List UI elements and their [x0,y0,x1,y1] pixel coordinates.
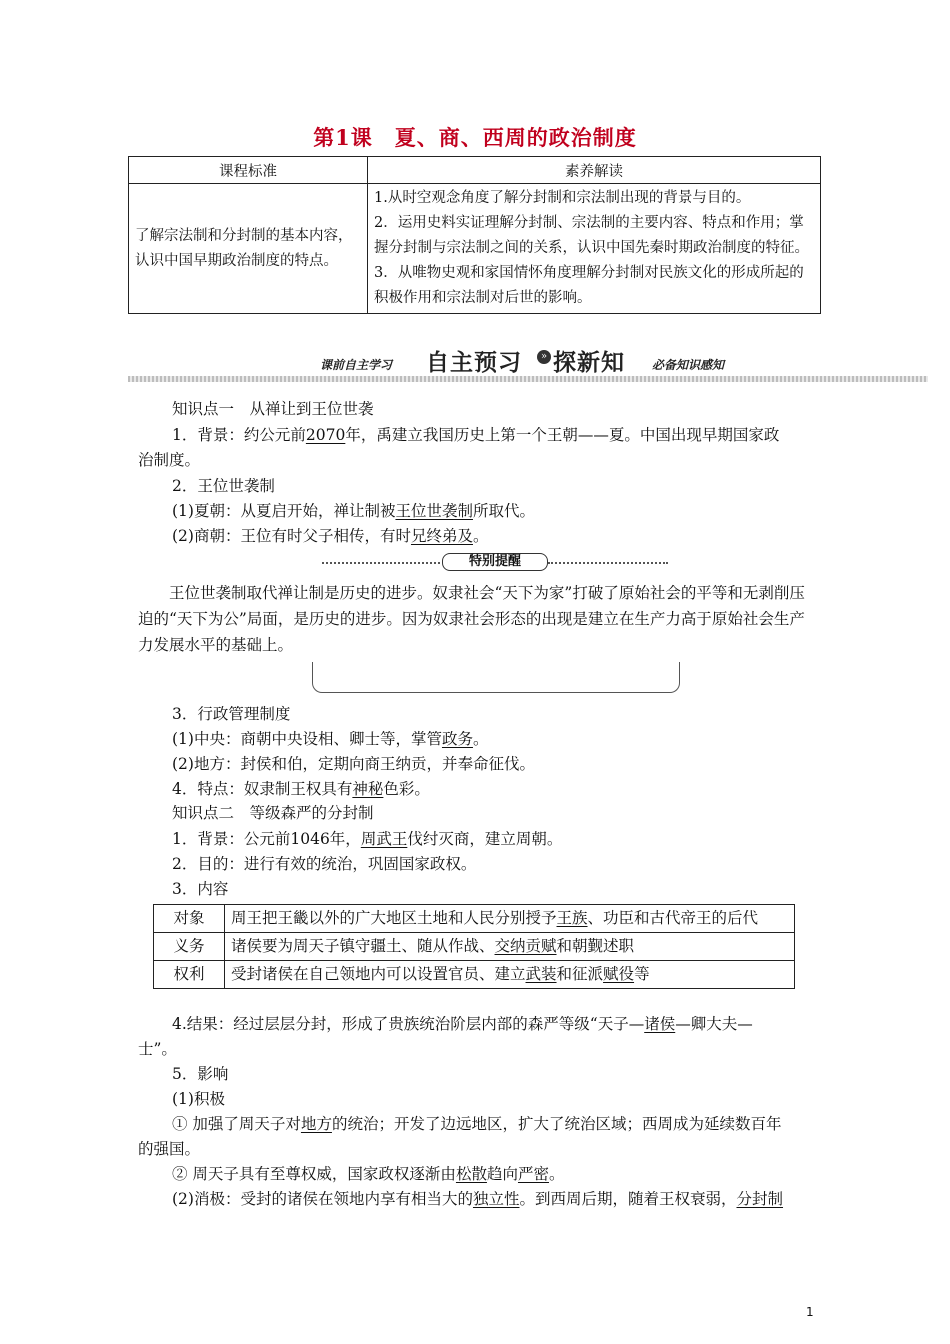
text-span: 诸侯要为周天子镇守疆土、随从作战、 [231,937,495,955]
text-span: 受封诸侯在自己领地内可以设置官员、建立 [231,965,526,983]
text-line: 2．王位世袭制 [172,477,275,495]
text-span: 1．背景：约公元前 [172,426,306,444]
text-line [172,778,430,800]
dotted-divider [322,562,440,564]
page-number: 1 [806,1305,814,1319]
text-span: (1)中央：商朝中央设相、卿士等，掌管 [172,730,442,748]
text-line: 2．目的：进行有效的统治，巩固国家政权。 [172,855,477,873]
standards-left-cell: 了解宗法制和分封制的基本内容，认识中国早期政治制度的特点。 [129,184,368,314]
text-line: (1)积极 [172,1090,225,1108]
table-row [154,933,795,961]
underlined-term: 赋役 [603,965,635,983]
underlined-term: 松散 [455,1165,487,1183]
text-span: 。 [548,1165,565,1183]
arrow-icon: » [537,350,551,364]
underlined-term: 武装 [525,965,557,983]
underlined-term: 严密 [517,1165,549,1183]
text-span: 和朝觐述职 [556,937,635,955]
standards-point: 1.从时空观念角度了解分封制和宗法制出现的背景与目的。 [374,190,751,206]
standards-point: 3．从唯物史观和家国情怀角度理解分封制对民族文化的形成所起的积极作用和宗法制对后世的影响。 [374,265,804,306]
text-line [172,728,489,750]
text-span: 、功臣和古代帝王的后代 [587,909,759,927]
underlined-term: 独立性 [472,1190,520,1208]
text-line: 3．行政管理制度 [172,705,291,723]
standards-table [128,156,821,314]
text-line: 的强国。 [138,1140,201,1158]
tip-paragraph: 王位世袭制取代禅让制是历史的进步。奴隶社会“天下为家”打破了原始社会的平等和无剥削压迫的“天下为公”局面，是历史的进步。因为奴隶社会形态的出现是建立在生产力高于原始社会生产力发展水平的基础上。 [138,584,805,654]
text-span: 年，禹建立我国历史上第一个王朝——夏。中国出现早期国家政 [345,426,780,444]
text-line: 5．影响 [172,1065,229,1083]
text-span: (2)消极：受封的诸侯在领地内享有相当大的 [172,1190,473,1208]
text-span: 1．背景：公元前1046年， [172,830,361,848]
text-span: 。 [472,527,489,545]
section-heading: 知识点一 从禅让到王位世袭 [172,400,374,418]
row-key: 权利 [154,961,225,989]
banner-left-subtitle: 课前自主学习 [320,358,393,372]
tip-label: 特别提醒 [442,553,548,571]
row-value [225,905,795,933]
text-span: ② 周天子具有至尊权威，国家政权逐渐由 [172,1165,456,1183]
underlined-term: 神秘 [352,780,384,798]
table-row [154,961,795,989]
text-span: 。 [472,730,489,748]
banner-rule [128,376,928,382]
text-span: 。到西周后期，随着王权衰弱， [519,1190,737,1208]
underlined-term: 交纳贡赋 [494,937,557,955]
underlined-term: 政务 [441,730,473,748]
text-line: 治制度。 [138,451,201,469]
underlined-term: 王族 [556,909,588,927]
text-line [172,1188,783,1210]
text-span: (1)夏朝：从夏启开始，禅让制被 [172,502,396,520]
underlined-term: 王位世袭制 [395,502,473,520]
text-span: 趋向 [486,1165,518,1183]
section-banner [128,340,928,384]
standards-point: 2．运用史料实证理解分封制、宗法制的主要内容、特点和作用；掌握分封制与宗法制之间的关系，认识中国先秦时期政治制度的特征。 [374,215,809,256]
text-line [172,424,779,446]
row-key: 对象 [154,905,225,933]
text-span: 所取代。 [472,502,535,520]
text-span: 等 [634,965,650,983]
text-span: 和征派 [556,965,604,983]
row-value [225,933,795,961]
text-span: 伐纣灭商，建立周朝。 [407,830,563,848]
row-value [225,961,795,989]
text-line [172,828,562,850]
banner-title-part1: 自主预习 [426,350,522,376]
standards-header-left: 课程标准 [129,157,368,184]
text-line [172,1113,781,1135]
tip-box-top [312,555,678,571]
lesson-title: 第1课 夏、商、西周的政治制度 [313,125,637,150]
content-table [153,904,795,989]
underlined-term: 分封制 [736,1190,784,1208]
banner-title-part2: 探新知 [553,350,625,376]
tip-box-bottom [312,662,680,693]
underlined-term: 地方 [300,1115,332,1133]
text-span: 4.结果：经过层层分封，形成了贵族统治阶层内部的森严等级“天子— [172,1015,645,1033]
underlined-term: 兄终弟及 [410,527,473,545]
text-line [172,1163,565,1185]
text-line: 士”。 [138,1040,177,1058]
text-span: 周王把王畿以外的广大地区土地和人民分别授予 [231,909,557,927]
dotted-divider [548,562,668,564]
standards-right-cell [368,184,821,314]
row-key: 义务 [154,933,225,961]
text-span: —卿大夫— [675,1015,753,1033]
text-line [172,1013,753,1035]
text-span: 4．特点：奴隶制王权具有 [172,780,353,798]
table-row [154,905,795,933]
banner-right-subtitle: 必备知识感知 [652,358,725,372]
text-span: ① 加强了周天子对 [172,1115,301,1133]
standards-header-right: 素养解读 [368,157,821,184]
text-span: 的统治；开发了边远地区，扩大了统治区域；西周成为延续数百年 [331,1115,782,1133]
text-span: (2)商朝：王位有时父子相传，有时 [172,527,411,545]
text-line: (2)地方：封侯和伯，定期向商王纳贡，并奉命征伐。 [172,755,535,773]
underlined-term: 周武王 [360,830,408,848]
text-line [172,500,535,522]
text-line [172,525,489,547]
text-line: 3．内容 [172,880,229,898]
underlined-term: 诸侯 [644,1015,676,1033]
text-span: 色彩。 [383,780,430,798]
section-heading: 知识点二 等级森严的分封制 [172,804,374,822]
underlined-term: 2070 [305,426,346,444]
